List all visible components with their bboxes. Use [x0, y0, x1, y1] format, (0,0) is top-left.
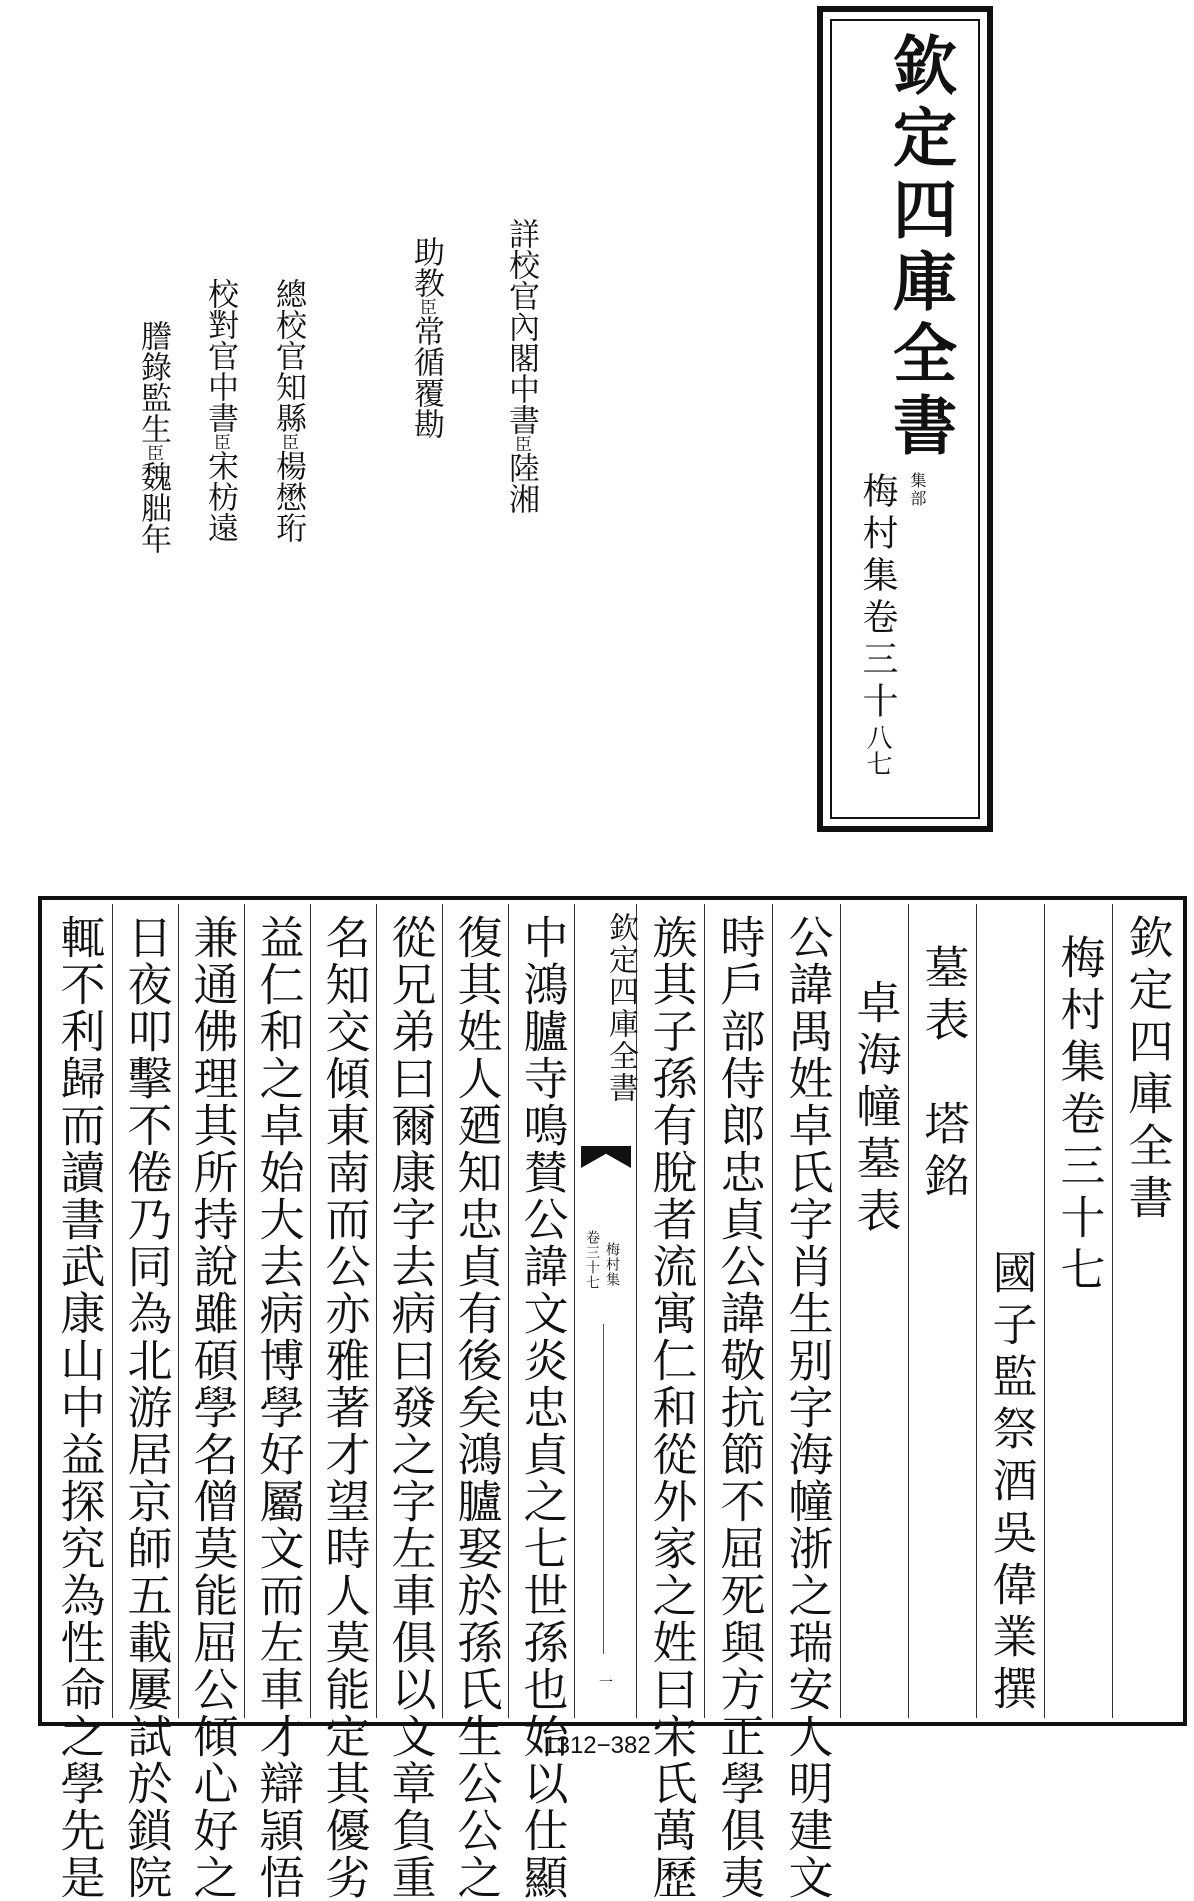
- text-column-l7: [112, 904, 179, 1901]
- column-text: 時戶部侍郎忠貞公諱敬抗節不屈死與方正學俱夷: [712, 914, 766, 1901]
- staff-name: 楊懋珩: [270, 450, 306, 543]
- column-text: 輒不利歸而讀書武康山中益探究為性命之學先是: [52, 914, 106, 1901]
- staff-role: 謄錄監生: [135, 320, 171, 444]
- column-text: 益仁和之卓始大去病博學好屬文而左車才辯頴悟: [251, 914, 305, 1901]
- staff-chen: 臣: [210, 433, 230, 450]
- column-text: 日夜叩擊不倦乃同為北游居京師五載屢試於鎖院: [119, 914, 173, 1901]
- staff-role: 助教: [408, 236, 444, 298]
- staff-chen: 臣: [143, 444, 163, 461]
- text-column-r5: [840, 904, 909, 1718]
- text-column-l2: [442, 904, 509, 1901]
- column-text: 從兄弟曰爾康字去病曰發之字左車俱以文章負重: [383, 914, 437, 1901]
- text-column-l6: [178, 904, 245, 1901]
- column-text: 國子監祭酒吳偉業撰: [984, 1249, 1038, 1717]
- staff-name: 魏胐年: [135, 461, 171, 554]
- volume-label: [857, 472, 898, 776]
- fishtail-mark-icon: [581, 1146, 631, 1168]
- column-text: 欽定四庫全書: [1120, 914, 1174, 1226]
- volume-label-suffix: 八七: [862, 724, 892, 776]
- text-column-l1: [508, 904, 575, 1901]
- column-text: 墓表 塔銘: [916, 944, 970, 1204]
- column-text: 中鴻臚寺鳴賛公諱文炎忠貞之七世孫也始以仕顯: [515, 914, 569, 1901]
- staff-entry-chief-collator: [270, 278, 306, 543]
- column-text: 名知交傾東南而公亦雅著才望時人莫能定其優劣: [317, 914, 371, 1901]
- volume-label-main: 梅村集卷三十: [857, 472, 898, 724]
- text-column-r8: [636, 904, 705, 1901]
- gutter-leaf-number: 一: [599, 1675, 613, 1691]
- column-text: 復其姓人廼知忠貞有後矣鴻臚娶於孫氏生公公之: [449, 914, 503, 1901]
- staff-role: 校對官中書: [202, 278, 238, 433]
- gutter-rule-line: [603, 1324, 604, 1654]
- staff-name: 陸湘: [503, 452, 539, 514]
- staff-chen: 臣: [278, 433, 298, 450]
- column-text: 公諱禺姓卓氏字肖生别字海幢浙之瑞安人明建文: [780, 914, 834, 1901]
- text-column-l3: [376, 904, 443, 1901]
- staff-name: 宋枋遠: [202, 450, 238, 543]
- staff-chen: 臣: [511, 435, 531, 452]
- category-label: 集部: [908, 472, 927, 508]
- column-text: 梅村集卷三十七: [1052, 934, 1106, 1298]
- column-text: 族其子孫有脫者流寓仁和從外家之姓曰宋氏萬歷: [644, 914, 698, 1901]
- staff-chen: 臣: [416, 298, 436, 315]
- staff-role: 總校官知縣: [270, 278, 306, 433]
- text-column-r4: [908, 904, 977, 1718]
- text-column-r3: [976, 904, 1045, 1718]
- staff-entry-detailed-proofreader: [503, 218, 539, 514]
- scan-page-number: 1312−382: [543, 1732, 651, 1759]
- staff-role: 詳校官內閣中書: [503, 218, 539, 435]
- text-column-r7: [704, 904, 773, 1901]
- gutter-book-title: 梅村集: [604, 1242, 620, 1287]
- text-column-l8: [46, 904, 112, 1901]
- staff-entry-copyist: [135, 320, 171, 554]
- gutter-series-title: 欽定四庫全書: [603, 912, 638, 1104]
- text-column-r2: [1044, 904, 1113, 1718]
- staff-entry-assistant-instructor: [408, 236, 444, 439]
- text-column-r1: [1112, 904, 1181, 1718]
- staff-name: 常循覆勘: [408, 315, 444, 439]
- column-text: 兼通佛理其所持說雖碩學名僧莫能屈公傾心好之: [185, 914, 239, 1901]
- text-column-r6: [772, 904, 841, 1901]
- title-slip: [817, 6, 993, 832]
- column-text: 卓海幢墓表: [848, 979, 902, 1239]
- page-gutter: [574, 904, 637, 1718]
- text-column-l4: [310, 904, 377, 1901]
- book-series-title: 欽定四庫全書: [882, 32, 957, 464]
- text-column-l5: [244, 904, 311, 1901]
- gutter-volume: 卷三十七: [584, 1230, 600, 1290]
- staff-entry-proofreader: [202, 278, 238, 543]
